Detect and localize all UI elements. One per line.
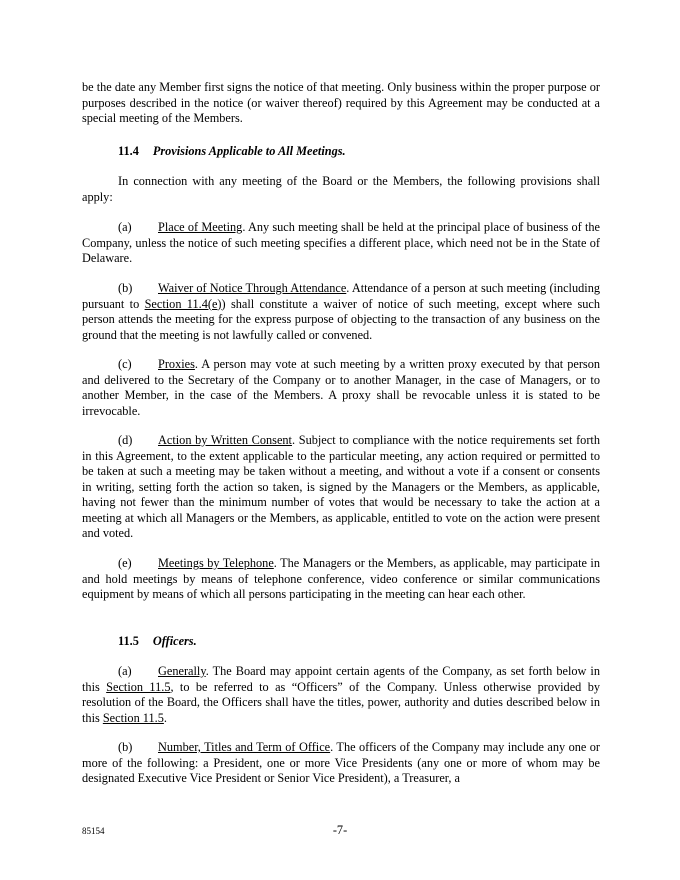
paragraph-label: (d) [118,433,133,447]
paragraph-body: . The officers of the Company may include any one or more of the following: a President, one or more Vice Presidents (any one or more of whom may be designated Executive Vice President or Senior Vice President), a Treasurer, a [82,740,600,785]
paragraph-label: (c) [118,357,132,371]
paragraph-heading: Proxies [158,357,195,371]
paragraph-11-4-b [82,281,600,343]
paragraph-body: . The Board may appoint certain agents of the Company, as set forth below in this [82,664,600,694]
paragraph-body: . [163,710,167,725]
section-11-4-title: Provisions Applicable to All Meetings. [152,144,346,158]
section-11-5-title: Officers. [152,634,197,648]
paragraph-heading: Action by Written Consent [158,433,292,447]
paragraph-body: . The Managers or the Members, as applicable, may participate in and hold meetings by means of telephone conference, video conference or similar communications equipment by means of which all persons participating in the meeting can hear each other. [82,556,600,601]
section-reference: Section 11.5 [106,679,171,694]
paragraph-heading: Number, Titles and Term of Office [158,740,331,754]
paragraph-label: (b) [118,740,133,754]
paragraph-11-4-d [82,433,600,542]
paragraph-label: (b) [118,281,133,295]
paragraph-11-4-e [82,556,600,603]
paragraph-11-5-b [82,740,600,787]
paragraph-body: . Attendance of a person at such meeting (including pursuant to [82,281,600,311]
section-11-5-heading [118,634,197,650]
paragraph-11-4-c [82,357,600,419]
paragraph-11-4-a [82,220,600,267]
document-code: 85154 [82,826,105,836]
paragraph-body: . Subject to compliance with the notice requirements set forth in this Agreement, to the extent applicable to the particular meeting, any action required or permitted to be taken at such a meeting may be taken without a meeting, and without a vote if a consent or consents in writing, setting forth the action so taken, is signed by the Managers or the Members, as applicable, having not fewer than the minimum number of votes that would be necessary to take the action at a meeting at which all Managers or the Members, as applicable, entitled to vote on the action were present and voted. [82,433,600,540]
paragraph-label: (e) [118,556,132,570]
page-number: -7- [332,823,348,837]
section-11-4-number: 11.4 [118,144,139,158]
section-11-4-lead: In connection with any meeting of the Board or the Members, the following provisions shall apply: [82,174,600,204]
paragraph-body: , to be referred to as “Officers” of the Company. Unless otherwise provided by resolution of the Board, the Officers shall have the titles, power, authority and duties described below in this [82,679,600,725]
paragraph-heading: Place of Meeting [158,220,243,234]
paragraph-body: ) shall constitute a waiver of notice of such meeting, except where such person attends the meeting for the express purpose of objecting to the transaction of any business on the ground that the meeting is not lawfully called or convened. [82,296,601,342]
paragraph-heading: Meetings by Telephone [158,556,274,570]
paragraph-label: (a) [118,220,132,234]
section-11-4-heading [118,144,346,160]
paragraph-body: . Any such meeting shall be held at the principal place of business of the Company, unless the notice of such meeting specifies a different place, which need not be in the State of Delaware. [82,220,600,265]
paragraph-11-5-a [82,664,600,726]
intro-paragraph: be the date any Member first signs the notice of that meeting. Only business within the proper purpose or purposes described in the notice (or waiver thereof) required by this Agreement may be conducted at a special meeting of the Members. [82,80,600,125]
section-reference: Section 11.4(e) [144,296,222,311]
section-reference: Section 11.5 [102,710,164,725]
paragraph-body: . A person may vote at such meeting by a written proxy executed by that person and delivered to the Secretary of the Company or to another Manager, in the case of Managers, or to another Member, in the case of the Members. A proxy shall be revocable unless it is stated to be irrevocable. [82,357,600,418]
paragraph-heading: Generally [158,664,206,678]
section-11-5-number: 11.5 [118,634,139,648]
paragraph-heading: Waiver of Notice Through Attendance [158,281,347,295]
paragraph-label: (a) [118,664,132,678]
